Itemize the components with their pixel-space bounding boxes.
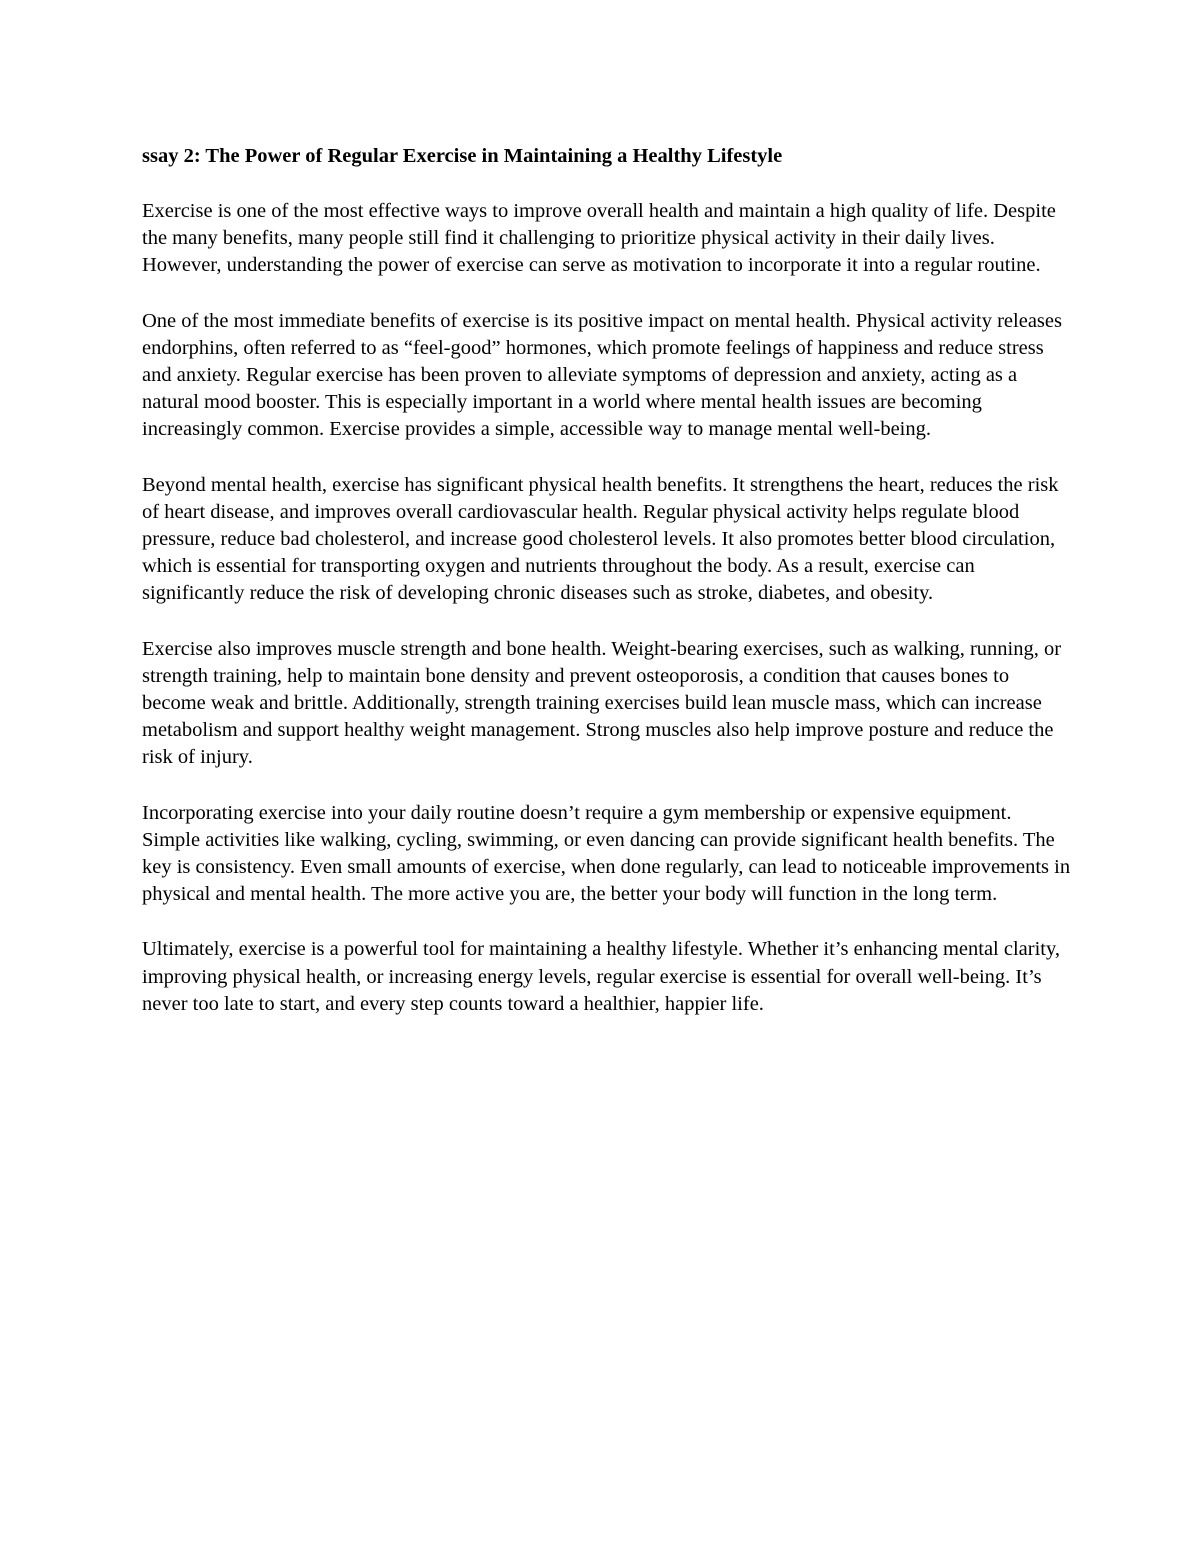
paragraph-daily-routine: Incorporating exercise into your daily routine doesn’t require a gym membership or expensive equipment. Simple activities like walking, cycling, swimming, or even dancing can provide significant health benefits. The key is consistency. Even small amounts of exercise, when done regularly, can lead to noticeable improvements in physical and mental health. The more active you are, the better your body will function in the long term.	[142, 801, 1071, 906]
document-body	[142, 143, 1072, 1046]
paragraph-physical-health: Beyond mental health, exercise has significant physical health benefits. It strengthens the heart, reduces the risk of heart disease, and improves overall cardiovascular health. Regular physical activity helps regulate blood pressure, reduce bad cholesterol, and increase good cholesterol levels. It also promotes better blood circulation, which is essential for transporting oxygen and nutrients throughout the body. As a result, exercise can significantly reduce the risk of developing chronic diseases such as stroke, diabetes, and obesity.	[142, 473, 1059, 605]
paragraph-conclusion: Ultimately, exercise is a powerful tool for maintaining a healthy lifestyle. Whether it’s enhancing mental clarity, improving physical health, or increasing energy levels, regular exercise is essential for overall well-being. It’s never too late to start, and every step counts toward a healthier, happier life.	[142, 938, 1061, 1015]
paragraph-muscle-bone: Exercise also improves muscle strength and bone health. Weight-bearing exercises, such as walking, running, or strength training, help to maintain bone density and prevent osteoporosis, a condition that causes bones to become weak and brittle. Additionally, strength training exercises build lean muscle mass, which can increase metabolism and support healthy weight management. Strong muscles also help improve posture and reduce the risk of injury.	[142, 637, 1062, 769]
paragraph-mental-health: One of the most immediate benefits of exercise is its positive impact on mental health. Physical activity releases endorphins, often referred to as “feel-good” hormones, which promote feelings of happiness and reduce stress and anxiety. Regular exercise has been proven to alleviate symptoms of depression and anxiety, acting as a natural mood booster. This is especially important in a world where mental health issues are becoming increasingly common. Exercise provides a simple, accessible way to manage mental well-being.	[142, 309, 1062, 441]
essay-title: ssay 2: The Power of Regular Exercise in Maintaining a Healthy Lifestyle	[142, 145, 783, 167]
paragraph-intro: Exercise is one of the most effective ways to improve overall health and maintain a high quality of life. Despite the many benefits, many people still find it challenging to prioritize physical activity in their daily lives. However, understanding the power of exercise can serve as motivation to incorporate it into a regular routine.	[142, 200, 1056, 277]
